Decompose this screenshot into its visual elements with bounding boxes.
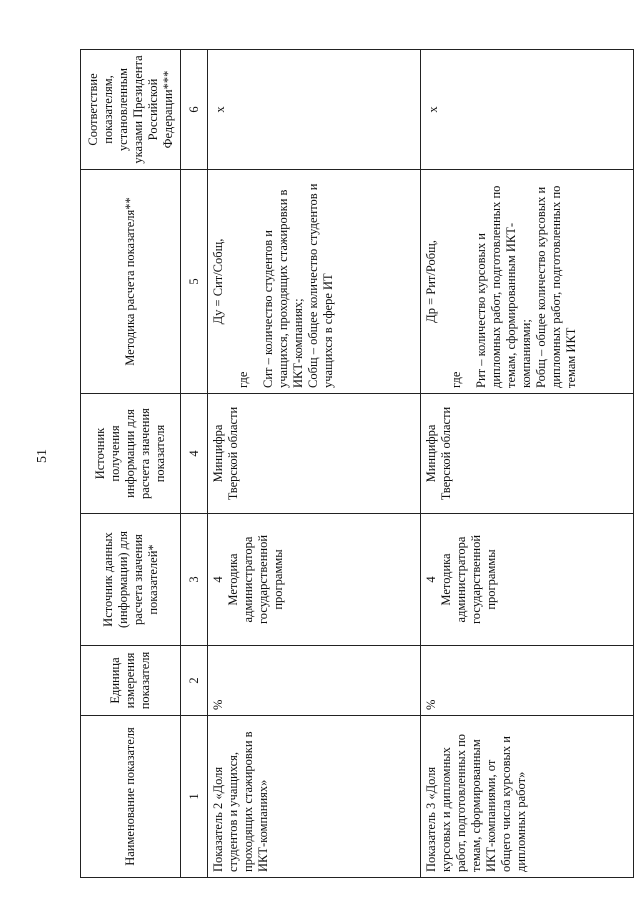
indicator-unit: %: [208, 646, 421, 716]
header-methodology: Методика расчета показателя**: [81, 170, 181, 394]
indicator-table: [80, 49, 634, 878]
column-number: 5: [181, 170, 208, 394]
formula-definition: Робщ – общее количество курсовых и дипломных работ, подготовленных по темам ИКТ: [534, 185, 578, 388]
decree-compliance: [421, 50, 634, 170]
source-text: Методика администратора государственной программы: [439, 534, 498, 625]
column-number: 4: [181, 394, 208, 514]
methodology-cell: [421, 170, 634, 394]
info-source: Минцифра Тверской области: [421, 394, 634, 514]
column-number: 1: [181, 716, 208, 878]
header-unit: Единица измерения показателя: [81, 646, 181, 716]
decree-mark: х: [213, 106, 227, 113]
methodology-cell: [208, 170, 421, 394]
page-number: 51: [35, 449, 50, 463]
source-code: 4: [211, 576, 225, 583]
formula-definition: Рит – количество курсовых и дипломных работ, подготовленных по темам, сформированным ИКТ-компаниями;: [474, 185, 533, 388]
table-container: [80, 50, 630, 878]
source-code: 4: [424, 576, 438, 583]
formula-where: где: [236, 371, 250, 388]
indicator-name: Показатель 3 «Доля курсовых и дипломных работ, подготовленных по темам, сформированным ИКТ-компаниями, от общего числа курсовых и дипломных работ»: [421, 716, 634, 878]
info-source: Минцифра Тверской области: [208, 394, 421, 514]
column-number: 3: [181, 514, 208, 646]
source-text: Методика администратора государственной программы: [226, 534, 285, 625]
decree-mark: х: [426, 106, 440, 113]
header-indicator-name: Наименование показателя: [81, 716, 181, 878]
formula-definition: Сит – количество студентов и учащихся, проходящих стажировки в ИКТ-компаниях;: [261, 189, 305, 388]
formula-where: где: [449, 371, 463, 388]
header-data-source: Источник данных (информации) для расчета значения показателей*: [81, 514, 181, 646]
column-number-row: [181, 50, 208, 878]
decree-compliance: [208, 50, 421, 170]
table-row: [208, 50, 421, 878]
formula-definition: Собщ – общее количество студентов и учащихся в сфере ИТ: [306, 183, 335, 388]
indicator-unit: %: [421, 646, 634, 716]
formula: Ду = Сит/Собщ,: [211, 238, 225, 325]
header-decree-compliance: Соответствие показателям, установленным указами Президента Российской Федерации***: [81, 50, 181, 170]
formula: Др = Рит/Робщ,: [424, 240, 438, 323]
indicator-name: Показатель 2 «Доля студентов и учащихся, проходящих стажировки в ИКТ-компаниях»: [208, 716, 421, 878]
table-header-row: [81, 50, 181, 878]
table-row: [421, 50, 634, 878]
data-source-cell: [421, 514, 634, 646]
column-number: 6: [181, 50, 208, 170]
data-source-cell: [208, 514, 421, 646]
column-number: 2: [181, 646, 208, 716]
header-info-source: Источник получения информации для расчета значения показателя: [81, 394, 181, 514]
